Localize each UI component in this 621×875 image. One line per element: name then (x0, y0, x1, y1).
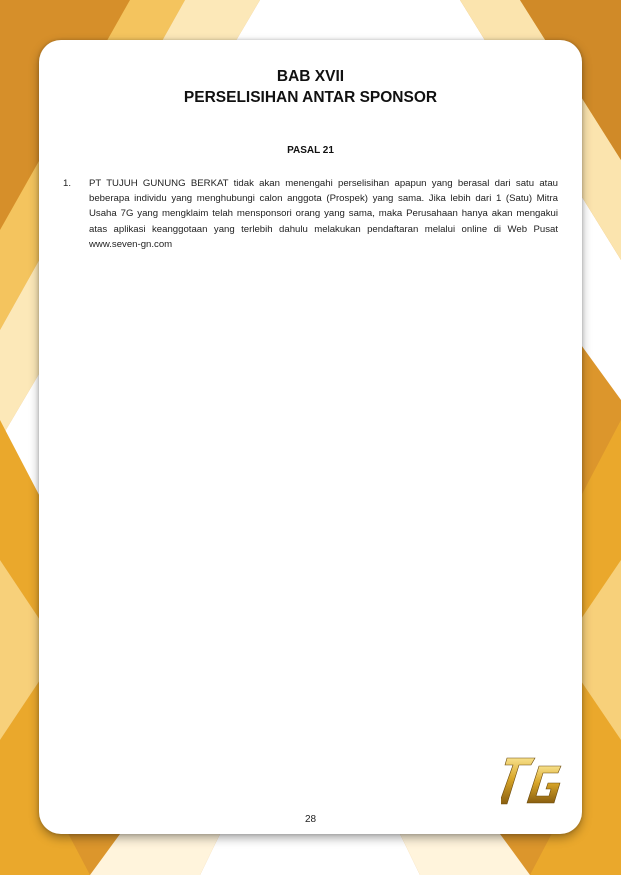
chapter-title: PERSELISIHAN ANTAR SPONSOR (183, 89, 438, 106)
document-page (39, 40, 582, 834)
chapter-heading (39, 66, 582, 108)
article-heading: PASAL 21 (287, 145, 334, 156)
7g-logo-icon (501, 752, 565, 812)
page-number: 28 (304, 814, 317, 825)
list-item-text: PT TUJUH GUNUNG BERKAT tidak akan menengahi perselisihan apapun yang berasal dari satu atau beberapa individu yang menghubungi calon anggota (Prospek) yang sama. Jika lebih dari 1 (Satu) Mitra Usaha 7G yang mengklaim telah mensponsori orang yang sama, maka Perusahaan hanya akan mengakui atas aplikasi keanggotaan yang terlebih dahulu melakukan pendaftaran melalui online di Web Pusat www.seven-gn.com (89, 178, 558, 250)
chapter-number: BAB XVII (276, 68, 345, 85)
list-item-number: 1. (63, 178, 72, 189)
